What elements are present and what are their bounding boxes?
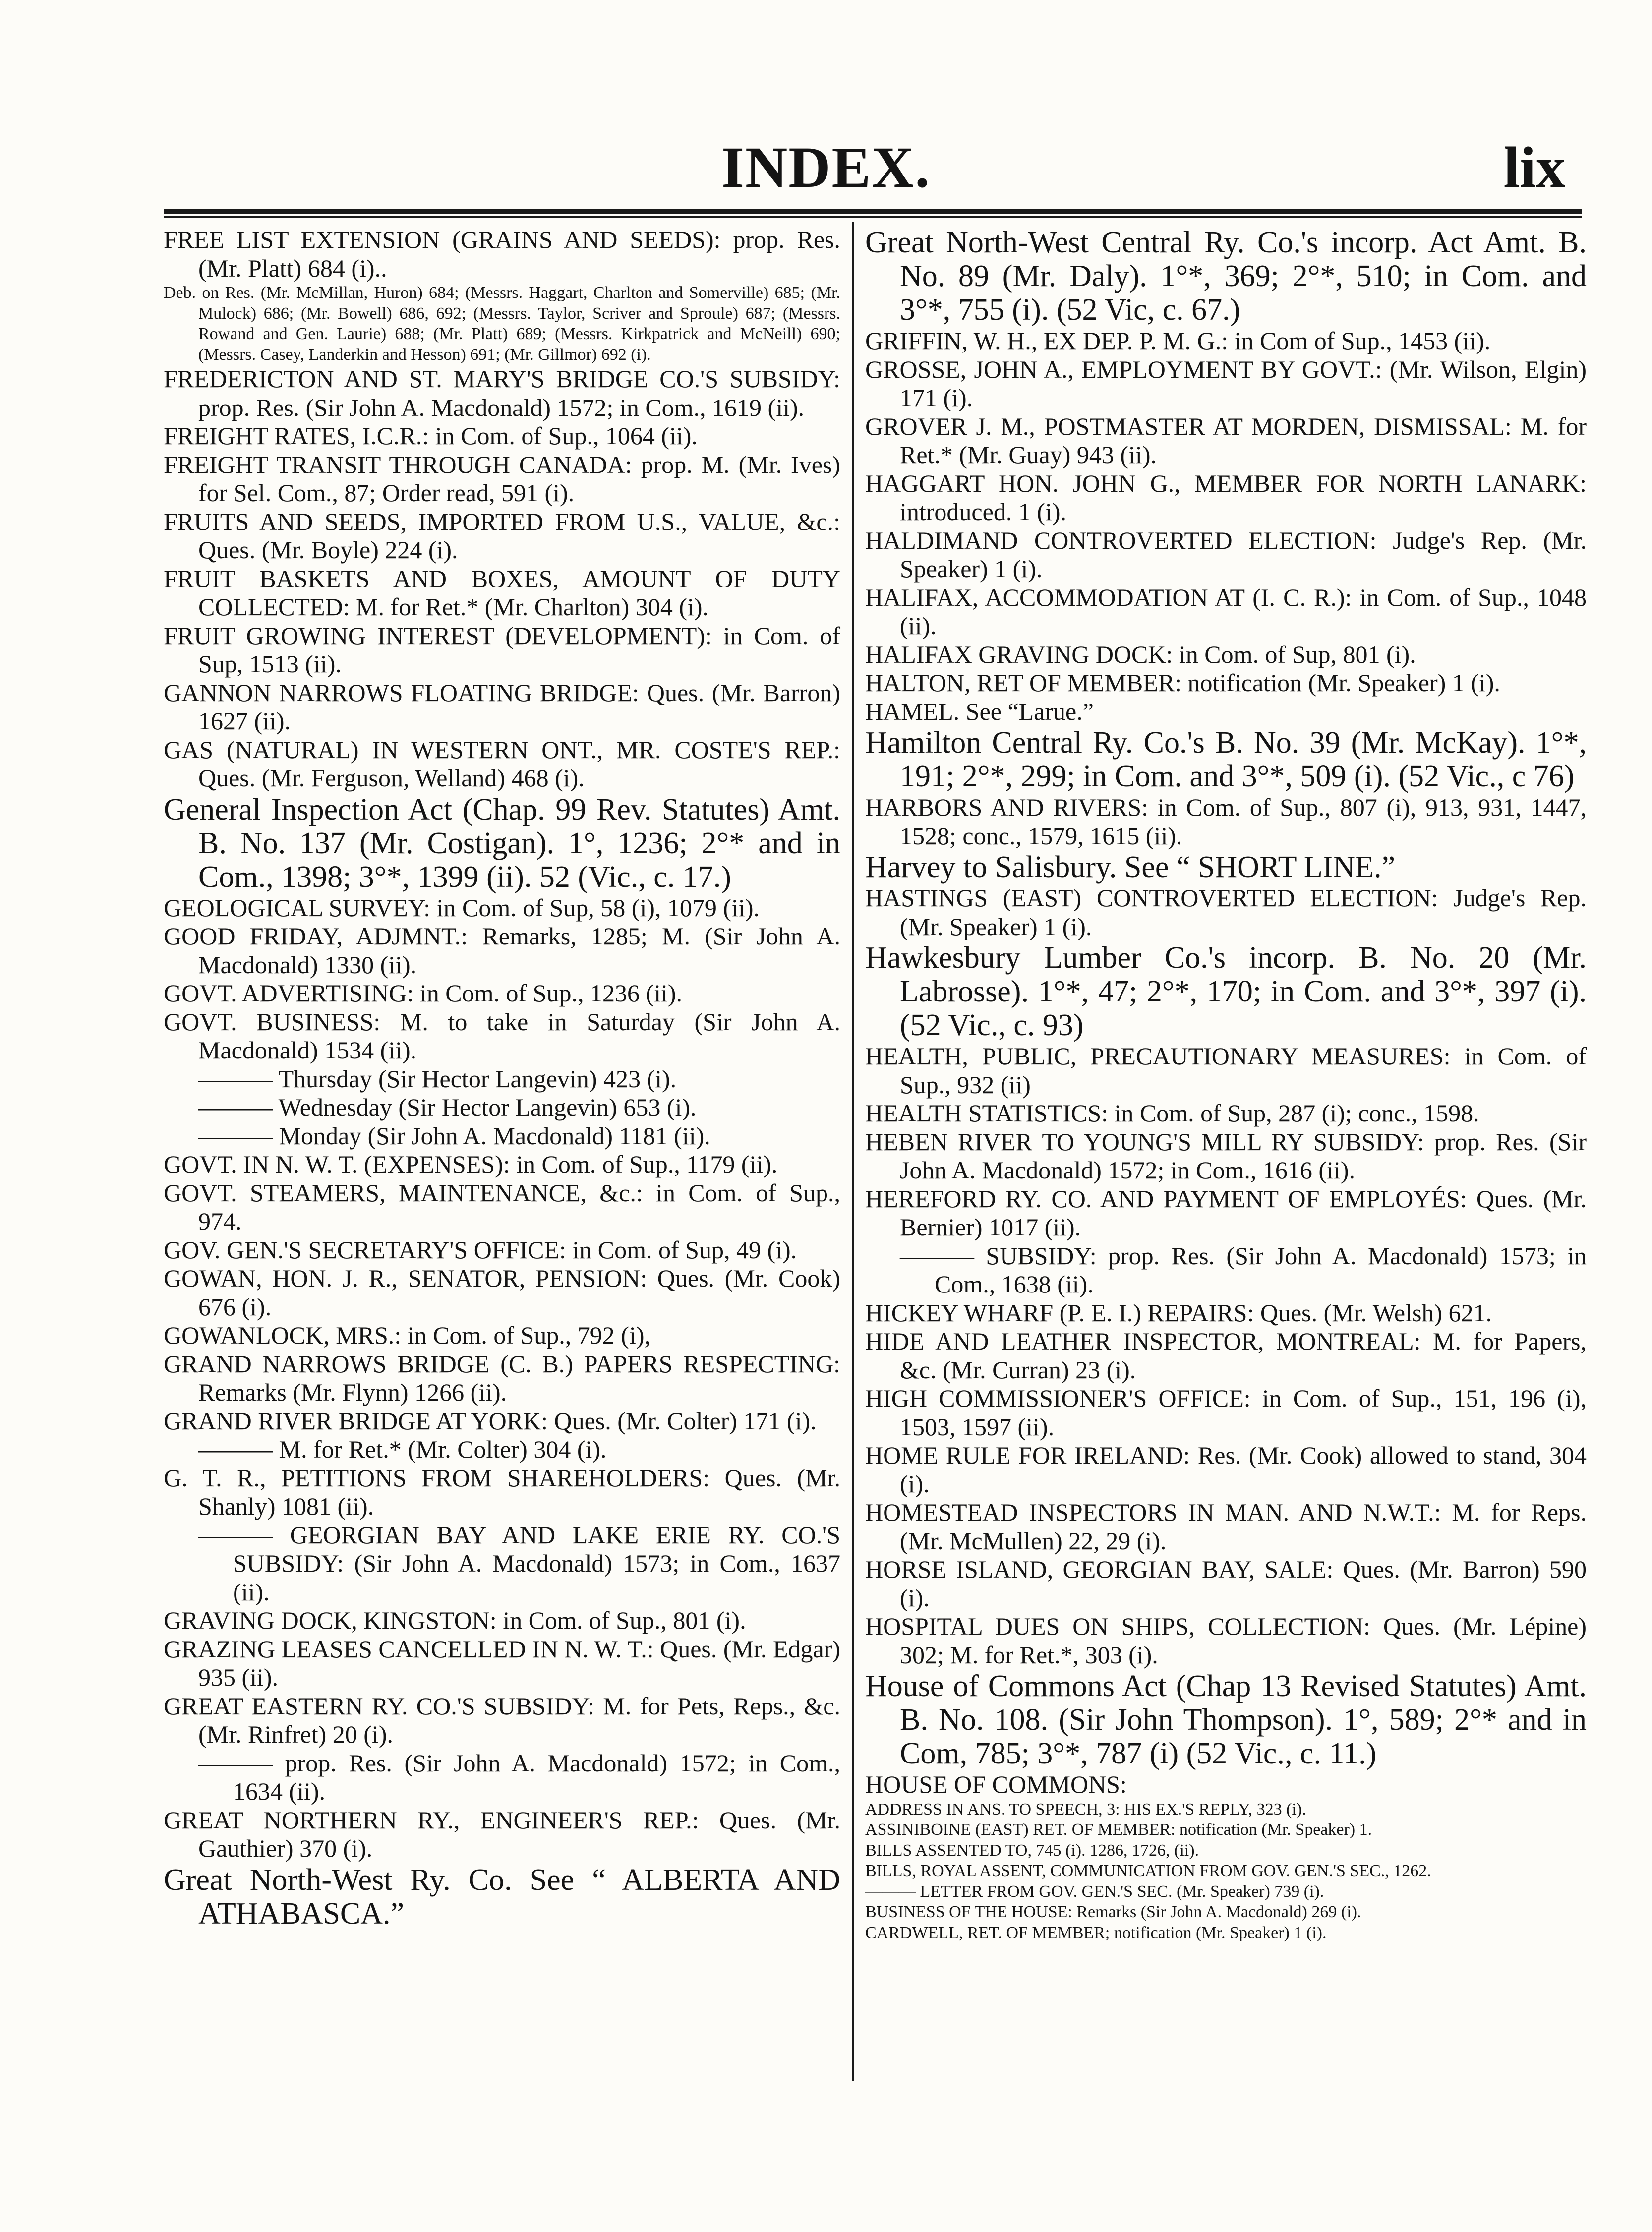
- index-entry: House of Commons Act (Chap 13 Revised Statutes) Amt. B. No. 108. (Sir John Thompson). 1°, 589; 2°* and in Com, 785; 3°*, 787 (i) (52 Vic., c. 11.): [865, 1669, 1587, 1770]
- index-entry: HICKEY WHARF (P. E. I.) REPAIRS: Ques. (Mr. Welsh) 621.: [865, 1298, 1492, 1327]
- index-entry: HOSPITAL DUES ON SHIPS, COLLECTION: Ques. (Mr. Lépine) 302; M. for Ret.*, 303 (i).: [865, 1612, 1587, 1669]
- index-entry: Hawkesbury Lumber Co.'s incorp. B. No. 20 (Mr. Labrosse). 1°*, 47; 2°*, 170; in Com. and 3°*, 397 (i). (52 Vic., c. 93): [865, 941, 1587, 1042]
- index-entry: GOWANLOCK, MRS.: in Com. of Sup., 792 (i),: [164, 1321, 650, 1349]
- index-entry: GAS (NATURAL) IN WESTERN ONT., MR. COSTE'S REP.: Ques. (Mr. Ferguson, Welland) 468 (i).: [164, 735, 840, 792]
- column-divider: [852, 222, 854, 2081]
- index-entry: ——— Monday (Sir John A. Macdonald) 1181 (ii).: [198, 1121, 710, 1150]
- index-entry: HEBEN RIVER TO YOUNG'S MILL RY SUBSIDY: prop. Res. (Sir John A. Macdonald) 1572; in Com., 1616 (ii).: [865, 1127, 1587, 1184]
- index-entry: Hamilton Central Ry. Co.'s B. No. 39 (Mr. McKay). 1°*, 191; 2°*, 299; in Com. and 3°*, 509 (i). (52 Vic., c 76): [865, 726, 1587, 793]
- index-entry: HEREFORD RY. CO. AND PAYMENT OF EMPLOYÉS: Ques. (Mr. Bernier) 1017 (ii).: [865, 1184, 1587, 1241]
- index-entry: GOV. GEN.'S SECRETARY'S OFFICE: in Com. of Sup, 49 (i).: [164, 1235, 797, 1264]
- index-entry: ASSINIBOINE (EAST) RET. OF MEMBER: notification (Mr. Speaker) 1.: [865, 1821, 1372, 1839]
- index-entry: ——— LETTER FROM GOV. GEN.'S SEC. (Mr. Speaker) 739 (i).: [865, 1882, 1324, 1901]
- index-entry: G. T. R., PETITIONS FROM SHAREHOLDERS: Ques. (Mr. Shanly) 1081 (ii).: [164, 1464, 840, 1520]
- index-entry: FRUIT GROWING INTEREST (DEVELOPMENT): in Com. of Sup, 1513 (ii).: [164, 621, 840, 678]
- index-entry: GEOLOGICAL SURVEY: in Com. of Sup, 58 (i), 1079 (ii).: [164, 893, 760, 922]
- index-entry: GRAZING LEASES CANCELLED IN N. W. T.: Ques. (Mr. Edgar) 935 (ii).: [164, 1635, 840, 1691]
- index-entry: HALDIMAND CONTROVERTED ELECTION: Judge's Rep. (Mr. Speaker) 1 (i).: [865, 526, 1587, 583]
- index-entry: FREE LIST EXTENSION (GRAINS AND SEEDS): prop. Res. (Mr. Platt) 684 (i)..: [164, 226, 840, 282]
- index-entry: Great North-West Central Ry. Co.'s incorp. Act Amt. B. No. 89 (Mr. Daly). 1°*, 369; 2°*, 510; in Com. and 3°*, 755 (i). (52 Vic, c. 67.): [865, 226, 1587, 327]
- index-entry: FRUITS AND SEEDS, IMPORTED FROM U.S., VALUE, &c.: Ques. (Mr. Boyle) 224 (i).: [164, 507, 840, 564]
- index-entry: GREAT EASTERN RY. CO.'S SUBSIDY: M. for Pets, Reps., &c. (Mr. Rinfret) 20 (i).: [164, 1692, 840, 1748]
- index-entry: HIGH COMMISSIONER'S OFFICE: in Com. of Sup., 151, 196 (i), 1503, 1597 (ii).: [865, 1384, 1587, 1441]
- index-entry: HALTON, RET OF MEMBER: notification (Mr. Speaker) 1 (i).: [865, 669, 1500, 697]
- index-entry: FRUIT BASKETS AND BOXES, AMOUNT OF DUTY COLLECTED: M. for Ret.* (Mr. Charlton) 304 (i).: [164, 564, 840, 621]
- index-entry: GOVT. IN N. W. T. (EXPENSES): in Com. of Sup., 1179 (ii).: [164, 1150, 778, 1178]
- index-entry: HEALTH STATISTICS: in Com. of Sup, 287 (i); conc., 1598.: [865, 1099, 1479, 1127]
- header-rule: [164, 209, 1582, 214]
- index-entry: GANNON NARROWS FLOATING BRIDGE: Ques. (Mr. Barron) 1627 (ii).: [164, 678, 840, 735]
- index-entry: FREDERICTON AND ST. MARY'S BRIDGE CO.'S SUBSIDY: prop. Res. (Sir John A. Macdonald) 1572; in Com., 1619 (ii).: [164, 365, 840, 421]
- index-entry: GRAND RIVER BRIDGE AT YORK: Ques. (Mr. Colter) 171 (i).: [164, 1407, 817, 1435]
- right-column: [865, 226, 1587, 1943]
- index-entry: HAGGART HON. JOHN G., MEMBER FOR NORTH LANARK: introduced. 1 (i).: [865, 469, 1587, 526]
- index-entry: GROSSE, JOHN A., EMPLOYMENT BY GOVT.: (Mr. Wilson, Elgin) 171 (i).: [865, 355, 1587, 411]
- index-entry: HOME RULE FOR IRELAND: Res. (Mr. Cook) allowed to stand, 304 (i).: [865, 1441, 1587, 1498]
- index-entry: HAMEL. See “Larue.”: [865, 697, 1094, 725]
- index-entry: GROVER J. M., POSTMASTER AT MORDEN, DISMISSAL: M. for Ret.* (Mr. Guay) 943 (ii).: [865, 412, 1587, 469]
- index-entry: GOVT. ADVERTISING: in Com. of Sup., 1236 (ii).: [164, 979, 683, 1007]
- index-entry: FREIGHT TRANSIT THROUGH CANADA: prop. M. (Mr. Ives) for Sel. Com., 87; Order read, 591 (i).: [164, 450, 840, 507]
- index-entry: HIDE AND LEATHER INSPECTOR, MONTREAL: M. for Papers, &c. (Mr. Curran) 23 (i).: [865, 1327, 1587, 1384]
- index-entry: General Inspection Act (Chap. 99 Rev. Statutes) Amt. B. No. 137 (Mr. Costigan). 1°, 1236; 2°* and in Com., 1398; 3°*, 1399 (ii). 52 (Vic., c. 17.): [164, 792, 840, 894]
- index-entry: HORSE ISLAND, GEORGIAN BAY, SALE: Ques. (Mr. Barron) 590 (i).: [865, 1555, 1587, 1612]
- index-entry: GREAT NORTHERN RY., ENGINEER'S REP.: Ques. (Mr. Gauthier) 370 (i).: [164, 1806, 840, 1862]
- page-number: lix: [1503, 135, 1565, 200]
- index-entry: FREIGHT RATES, I.C.R.: in Com. of Sup., 1064 (ii).: [164, 422, 698, 450]
- index-entry: ——— SUBSIDY: prop. Res. (Sir John A. Macdonald) 1573; in Com., 1638 (ii).: [900, 1241, 1587, 1298]
- index-entry: GRIFFIN, W. H., EX DEP. P. M. G.: in Com of Sup., 1453 (ii).: [865, 327, 1491, 354]
- index-entry: GOVT. STEAMERS, MAINTENANCE, &c.: in Com. of Sup., 974.: [164, 1178, 840, 1235]
- index-entry: Great North-West Ry. Co. See “ ALBERTA AND ATHABASCA.”: [164, 1863, 840, 1931]
- index-entry: HOMESTEAD INSPECTORS IN MAN. AND N.W.T.: M. for Reps. (Mr. McMullen) 22, 29 (i).: [865, 1498, 1587, 1555]
- index-entry: Deb. on Res. (Mr. McMillan, Huron) 684; (Messrs. Haggart, Charlton and Somerville) 685; (Mr. Mulock) 686; (Mr. Bowell) 686, 692; (Messrs. Taylor, Scriver and Sproule) 687; (Messrs. Rowand and Gen. Laurie) 688; (Mr. Platt) 689; (Messrs. Kirkpatrick and McNeill) 690; (Messrs. Casey, Landerkin and Hesson) 691; (Mr. Gillmor) 692 (i).: [164, 284, 840, 364]
- index-entry: HALIFAX, ACCOMMODATION AT (I. C. R.): in Com. of Sup., 1048 (ii).: [865, 583, 1587, 640]
- index-entry: GRAVING DOCK, KINGSTON: in Com. of Sup., 801 (i).: [164, 1606, 746, 1634]
- index-entry: GOVT. BUSINESS: M. to take in Saturday (Sir John A. Macdonald) 1534 (ii).: [164, 1007, 840, 1064]
- index-entry: GRAND NARROWS BRIDGE (C. B.) PAPERS RESPECTING: Remarks (Mr. Flynn) 1266 (ii).: [164, 1350, 840, 1406]
- index-entry: HARBORS AND RIVERS: in Com. of Sup., 807 (i), 913, 931, 1447, 1528; conc., 1579, 1615 (ii).: [865, 793, 1587, 850]
- index-entry: HOUSE OF COMMONS:: [865, 1770, 1127, 1798]
- index-entry: ——— M. for Ret.* (Mr. Colter) 304 (i).: [198, 1435, 607, 1463]
- index-entry: GOWAN, HON. J. R., SENATOR, PENSION: Ques. (Mr. Cook) 676 (i).: [164, 1264, 840, 1321]
- index-entry: GOOD FRIDAY, ADJMNT.: Remarks, 1285; M. (Sir John A. Macdonald) 1330 (ii).: [164, 922, 840, 979]
- left-column: [164, 226, 840, 1931]
- index-entry: BUSINESS OF THE HOUSE: Remarks (Sir John A. Macdonald) 269 (i).: [865, 1903, 1361, 1921]
- index-entry: HALIFAX GRAVING DOCK: in Com. of Sup, 801 (i).: [865, 640, 1416, 668]
- index-entry: ——— Thursday (Sir Hector Langevin) 423 (i).: [198, 1064, 677, 1093]
- index-entry: ADDRESS IN ANS. TO SPEECH, 3: HIS EX.'S REPLY, 323 (i).: [865, 1800, 1306, 1819]
- index-entry: HASTINGS (EAST) CONTROVERTED ELECTION: Judge's Rep. (Mr. Speaker) 1 (i).: [865, 884, 1587, 940]
- index-entry: ——— GEORGIAN BAY AND LAKE ERIE RY. CO.'S SUBSIDY: (Sir John A. Macdonald) 1573; in Com., 1637 (ii).: [198, 1521, 840, 1606]
- index-entry: ——— prop. Res. (Sir John A. Macdonald) 1572; in Com., 1634 (ii).: [198, 1749, 840, 1805]
- index-entry: CARDWELL, RET. OF MEMBER; notification (Mr. Speaker) 1 (i).: [865, 1923, 1327, 1942]
- index-entry: HEALTH, PUBLIC, PRECAUTIONARY MEASURES: in Com. of Sup., 932 (ii): [865, 1042, 1587, 1099]
- page-title: INDEX.: [721, 135, 931, 200]
- index-entry: ——— Wednesday (Sir Hector Langevin) 653 (i).: [198, 1093, 697, 1121]
- index-entry: BILLS ASSENTED TO, 745 (i). 1286, 1726, (ii).: [865, 1841, 1199, 1860]
- index-entry: BILLS, ROYAL ASSENT, COMMUNICATION FROM GOV. GEN.'S SEC., 1262.: [865, 1862, 1431, 1880]
- header-rule-thin: [164, 216, 1582, 218]
- index-entry: Harvey to Salisbury. See “ SHORT LINE.”: [865, 850, 1396, 884]
